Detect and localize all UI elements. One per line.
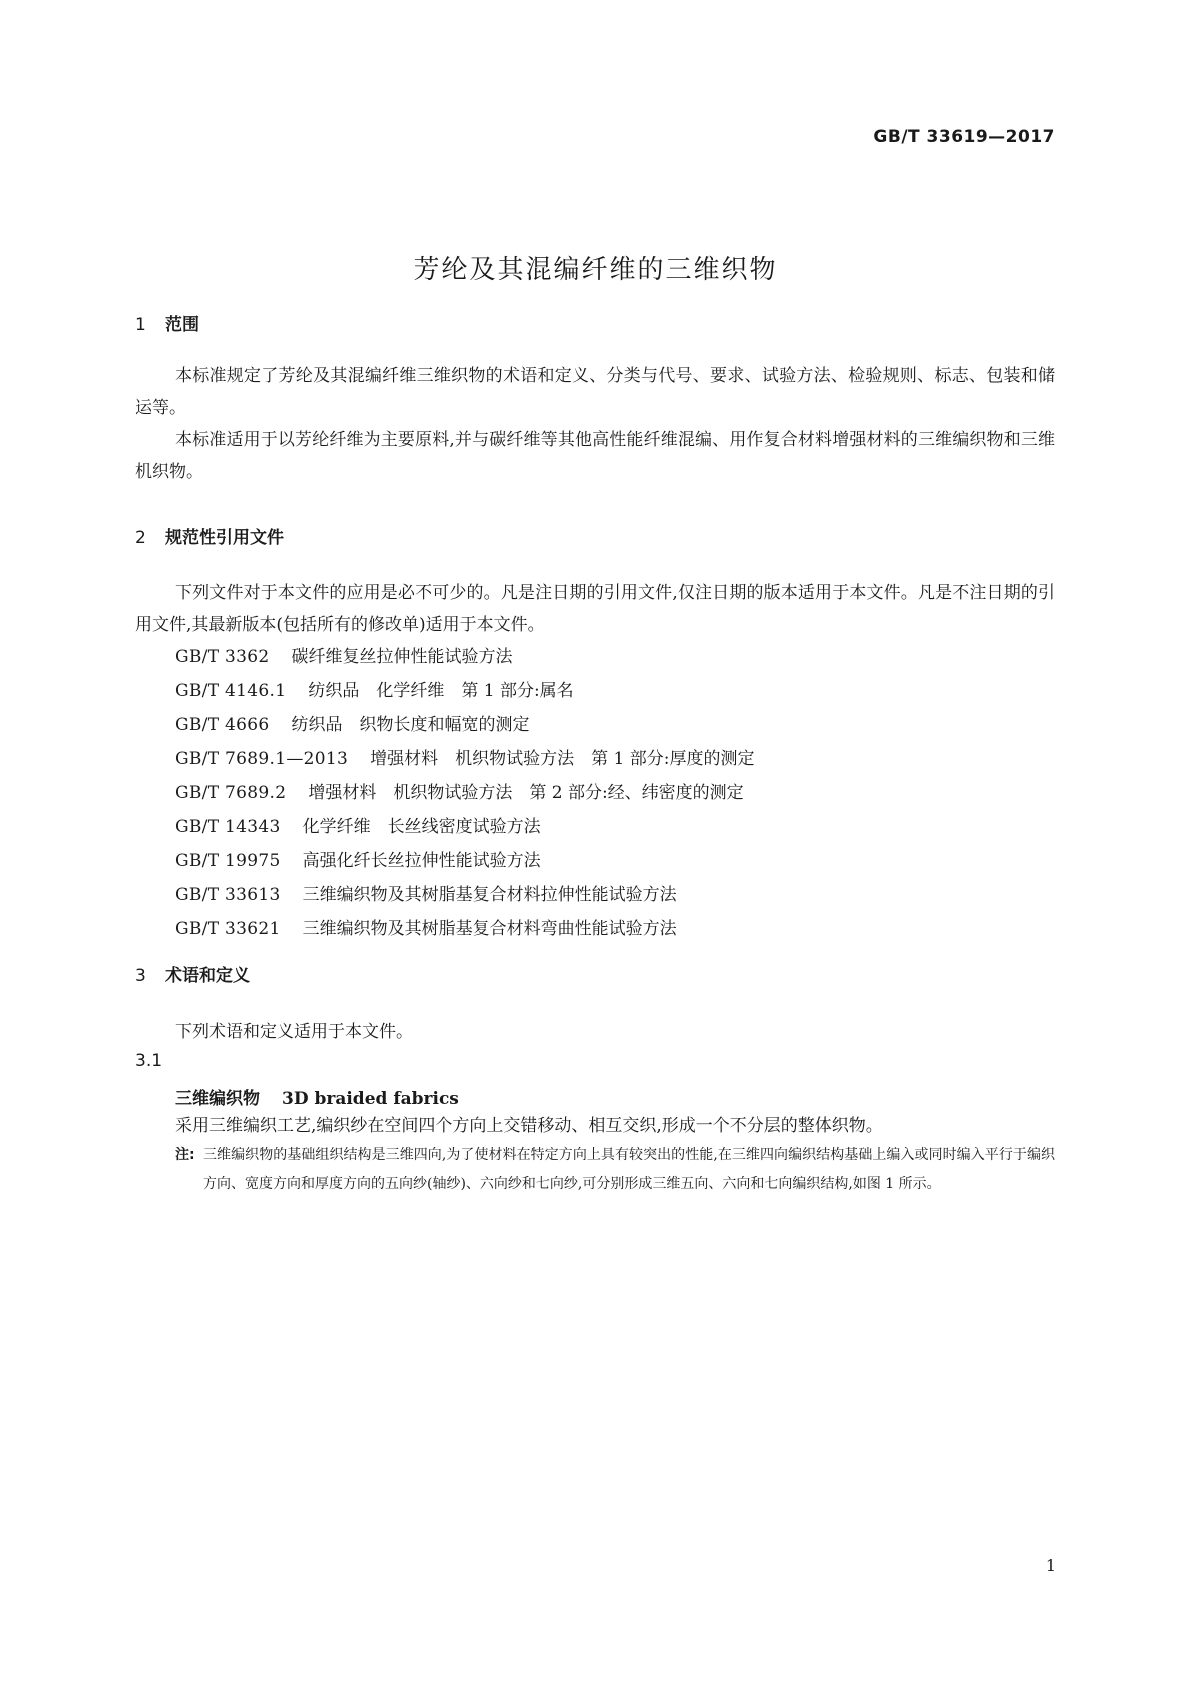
scope-paragraph-1: 本标准规定了芳纶及其混编纤维三维织物的术语和定义、分类与代号、要求、试验方法、检验规则、标志、包装和储运等。 (135, 366, 1055, 418)
section-heading-normative-references (135, 523, 284, 548)
section-number: 2 (135, 528, 146, 548)
term-number: 3.1 (135, 1051, 163, 1071)
reference-title: 三维编织物及其树脂基复合材料弯曲性能试验方法 (302, 919, 677, 939)
reference-list (175, 640, 754, 946)
term-chinese: 三维编织物 (175, 1089, 260, 1109)
reference-title: 高强化纤长丝拉伸性能试验方法 (302, 851, 541, 871)
section-title: 术语和定义 (165, 966, 250, 986)
term-definition: 采用三维编织工艺,编织纱在空间四个方向上交错移动、相互交织,形成一个不分层的整体织物。 (175, 1116, 883, 1136)
reference-code: GB/T 4666 (175, 715, 270, 735)
reference-code: GB/T 14343 (175, 817, 281, 837)
section-heading-terms (135, 961, 250, 986)
term-note (175, 1141, 1055, 1199)
term-entry (175, 1084, 459, 1109)
reference-item (175, 912, 754, 946)
reference-item (175, 640, 754, 674)
reference-code: GB/T 19975 (175, 851, 281, 871)
reference-title: 三维编织物及其树脂基复合材料拉伸性能试验方法 (302, 885, 677, 905)
reference-item (175, 810, 754, 844)
reference-code: GB/T 33613 (175, 885, 281, 905)
reference-item (175, 776, 754, 810)
reference-item (175, 878, 754, 912)
reference-code: GB/T 7689.1—2013 (175, 749, 349, 769)
note-text: 三维编织物的基础组织结构是三维四向,为了使材料在特定方向上具有较突出的性能,在三维四向编织结构基础上编入或同时编入平行于编织方向、宽度方向和厚度方向的五向纱(轴纱)、六向纱和七向纱,可分别形成三维五向、六向和七向编织结构,如图 1 所示。 (203, 1147, 1055, 1192)
reference-title: 纺织品 化学纤维 第 1 部分:属名 (308, 681, 574, 701)
reference-item (175, 844, 754, 878)
reference-code: GB/T 3362 (175, 647, 270, 667)
reference-title: 化学纤维 长丝线密度试验方法 (302, 817, 541, 837)
document-title: 芳纶及其混编纤维的三维织物 (413, 255, 778, 286)
section-heading-scope (135, 310, 199, 335)
reference-item (175, 742, 754, 776)
reference-code: GB/T 7689.2 (175, 783, 287, 803)
scope-paragraph-2: 本标准适用于以芳纶纤维为主要原料,并与碳纤维等其他高性能纤维混编、用作复合材料增强材料的三维编织物和三维机织物。 (135, 430, 1055, 482)
reference-title: 纺织品 织物长度和幅宽的测定 (291, 715, 530, 735)
reference-code: GB/T 4146.1 (175, 681, 287, 701)
references-intro: 下列文件对于本文件的应用是必不可少的。凡是注日期的引用文件,仅注日期的版本适用于本文件。凡是不注日期的引用文件,其最新版本(包括所有的修改单)适用于本文件。 (135, 583, 1055, 635)
note-label: 注: (175, 1147, 195, 1163)
reference-item (175, 708, 754, 742)
reference-title: 增强材料 机织物试验方法 第 1 部分:厚度的测定 (370, 749, 755, 769)
section-title: 规范性引用文件 (165, 528, 284, 548)
terms-intro: 下列术语和定义适用于本文件。 (175, 1022, 413, 1042)
section-number: 1 (135, 315, 146, 335)
standard-code: GB/T 33619—2017 (873, 127, 1055, 147)
reference-item (175, 674, 754, 708)
section-number: 3 (135, 966, 146, 986)
reference-title: 增强材料 机织物试验方法 第 2 部分:经、纬密度的测定 (308, 783, 744, 803)
reference-title: 碳纤维复丝拉伸性能试验方法 (291, 647, 513, 667)
page-number: 1 (1045, 1556, 1056, 1575)
reference-code: GB/T 33621 (175, 919, 281, 939)
term-english: 3D braided fabrics (282, 1089, 459, 1109)
section-title: 范围 (165, 315, 199, 335)
